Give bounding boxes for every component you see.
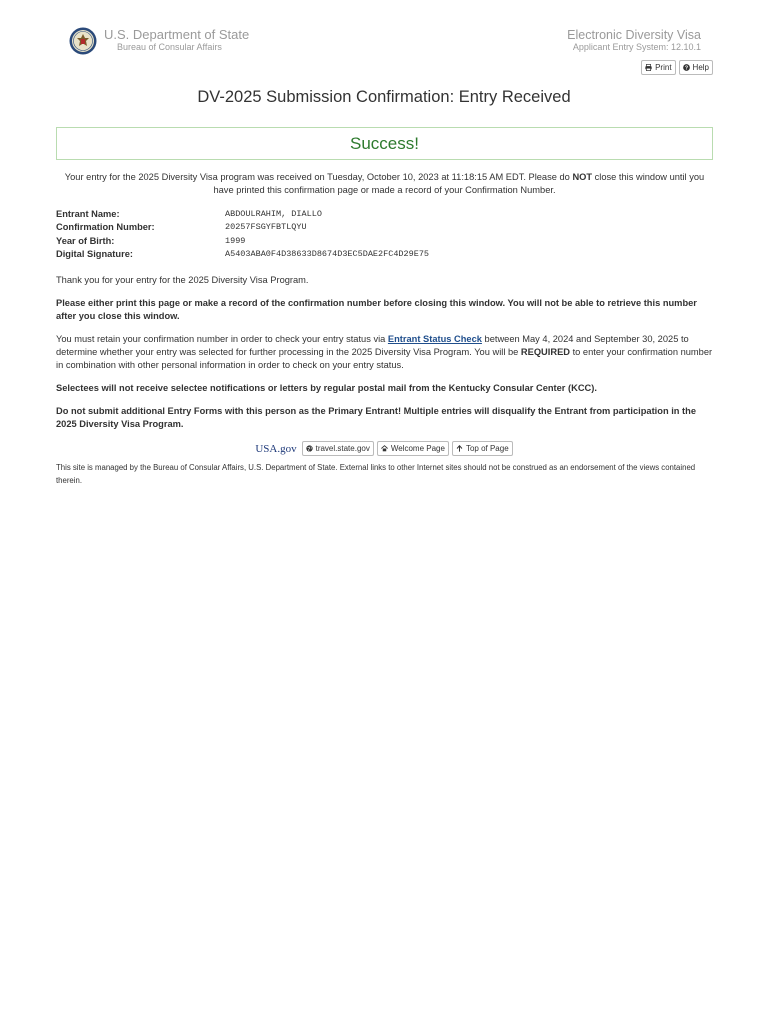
print-button[interactable]	[641, 60, 675, 75]
year-of-birth-label: Year of Birth:	[56, 235, 115, 246]
department-seal-icon	[69, 27, 97, 55]
system-title: Electronic Diversity Visa	[567, 28, 701, 42]
year-of-birth-row	[56, 234, 429, 248]
selectees-notice: Selectees will not receive selectee notifications or letters by regular postal mail from the Kentucky Consular Center (KCC).	[56, 383, 597, 393]
intro-not: NOT	[572, 172, 593, 182]
confirmation-number-value: 20257FSGYFBTLQYU	[225, 222, 307, 233]
header-toolbar	[641, 60, 713, 75]
top-of-page-button[interactable]	[452, 441, 513, 456]
welcome-page-label: Welcome Page	[390, 444, 445, 453]
retain-text-part3: to enter your confirmation number in combination with other personal information in order to check on your entry status.	[56, 347, 713, 370]
travel-state-gov-button[interactable]	[302, 441, 374, 456]
department-subtitle: Bureau of Consular Affairs	[117, 42, 222, 52]
entrant-name-label: Entrant Name:	[56, 208, 120, 219]
entrant-name-row	[56, 207, 429, 221]
digital-signature-label: Digital Signature:	[56, 249, 133, 260]
travel-state-gov-label: travel.state.gov	[315, 444, 370, 453]
help-button[interactable]	[679, 60, 713, 75]
print-label: Print	[655, 63, 672, 72]
thank-you-text: Thank you for your entry for the 2025 Diversity Visa Program.	[56, 275, 309, 285]
entrant-status-check-link[interactable]: Entrant Status Check	[387, 334, 482, 344]
usagov-label: USA.gov	[255, 442, 297, 455]
retain-confirmation-text	[56, 333, 713, 372]
department-title: U.S. Department of State	[104, 27, 250, 42]
entry-details	[56, 207, 429, 261]
digital-signature-value: A5403ABA0F4D38633D8674D3EC5DAE2FC4D29E75	[225, 249, 430, 260]
globe-icon	[306, 445, 313, 452]
svg-text:?: ?	[684, 65, 688, 71]
arrow-up-icon	[456, 445, 463, 452]
digital-signature-row	[56, 248, 429, 262]
usagov-logo-link[interactable]	[255, 443, 296, 455]
retain-text-part1: You must retain your confirmation number in order to check your entry status via	[56, 334, 388, 344]
intro-text	[56, 171, 713, 197]
retain-required: REQUIRED	[520, 347, 570, 357]
multiple-entries-warning: Do not submit additional Entry Forms with this person as the Primary Entrant! Multiple entries will disqualify the Entrant from participation in the 2025 Diversity Visa Program.	[56, 406, 697, 429]
intro-text-part2: close this window until you have printed this confirmation page or made a record of your Confirmation Number.	[213, 172, 705, 195]
help-icon	[683, 64, 690, 71]
retain-text-part2: between May 4, 2024 and September 30, 2025 to determine whether your entry was selected for further processing in the 2025 Diversity Visa Program. You will be	[56, 334, 689, 357]
welcome-page-button[interactable]	[377, 441, 449, 456]
site-disclaimer: This site is managed by the Bureau of Consular Affairs, U.S. Department of State. External links to other Internet sites should not be construed as an endorsement of the views contained therein.	[56, 463, 696, 485]
year-of-birth-value: 1999	[225, 235, 246, 246]
intro-text-part1: Your entry for the 2025 Diversity Visa program was received on Tuesday, October 10, 2023 at 11:18:15 AM EDT. Please do	[64, 172, 573, 182]
home-icon	[381, 445, 388, 452]
help-label: Help	[692, 63, 709, 72]
system-version: Applicant Entry System: 12.10.1	[572, 42, 701, 52]
confirmation-number-label: Confirmation Number:	[56, 222, 155, 233]
success-banner: Success!	[56, 127, 713, 160]
top-of-page-label: Top of Page	[465, 444, 509, 453]
print-icon	[645, 64, 652, 71]
footer-links	[0, 441, 768, 456]
print-warning-text: Please either print this page or make a record of the confirmation number before closing this window. You will not be able to retrieve this number after you close this window.	[56, 298, 697, 321]
page-title: DV-2025 Submission Confirmation: Entry Received	[197, 88, 571, 106]
entrant-name-value: ABDOULRAHIM, DIALLO	[225, 208, 322, 219]
confirmation-number-row	[56, 221, 429, 235]
